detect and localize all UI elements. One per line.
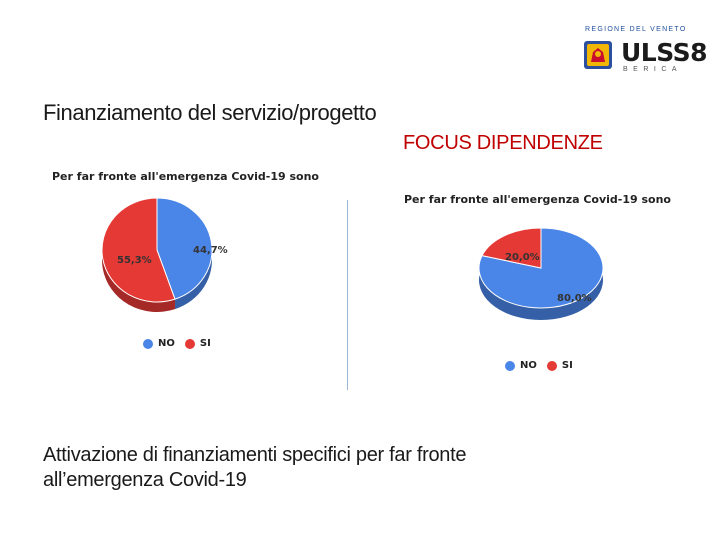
legend-swatch-no (143, 339, 153, 349)
legend-swatch-si (185, 339, 195, 349)
chart-title-right: Per far fronte all'emergenza Covid-19 sono (404, 193, 671, 206)
logo-region-text: REGIONE DEL VENETO (585, 26, 687, 33)
legend-right (505, 360, 583, 371)
legend-item-no (143, 338, 175, 349)
data-label-no: 80,0% (557, 293, 592, 304)
legend-item-no (505, 360, 537, 371)
data-label-si: 55,3% (117, 255, 152, 266)
logo-city-text: BERICA (623, 66, 683, 73)
legend-item-si (547, 360, 573, 371)
legend-swatch-no (505, 361, 515, 371)
lion-badge-icon (583, 40, 613, 70)
ulss8-logo (583, 26, 708, 76)
data-label-si: 20,0% (505, 252, 540, 263)
legend-label-si: SI (199, 338, 211, 349)
footer-text (43, 443, 466, 493)
vertical-divider (347, 200, 348, 390)
pie-chart-right (465, 218, 615, 338)
logo-text: ULSS8 (621, 38, 708, 67)
footer-line-2: all’emergenza Covid-19 (43, 469, 247, 491)
data-label-no: 44,7% (193, 245, 228, 256)
footer-line-1: Attivazione di finanziamenti specifici per far fronte (43, 444, 467, 466)
chart-title-left: Per far fronte all'emergenza Covid-19 sono (52, 170, 319, 183)
pie-chart-left (95, 195, 228, 315)
legend-item-si (185, 338, 211, 349)
legend-swatch-si (547, 361, 557, 371)
legend-left (143, 338, 221, 349)
focus-label: FOCUS DIPENDENZE (403, 132, 603, 154)
legend-label-si: SI (561, 360, 573, 371)
page-title: Finanziamento del servizio/progetto (43, 100, 377, 125)
legend-label-no: NO (158, 338, 175, 349)
legend-label-no: NO (520, 360, 537, 371)
